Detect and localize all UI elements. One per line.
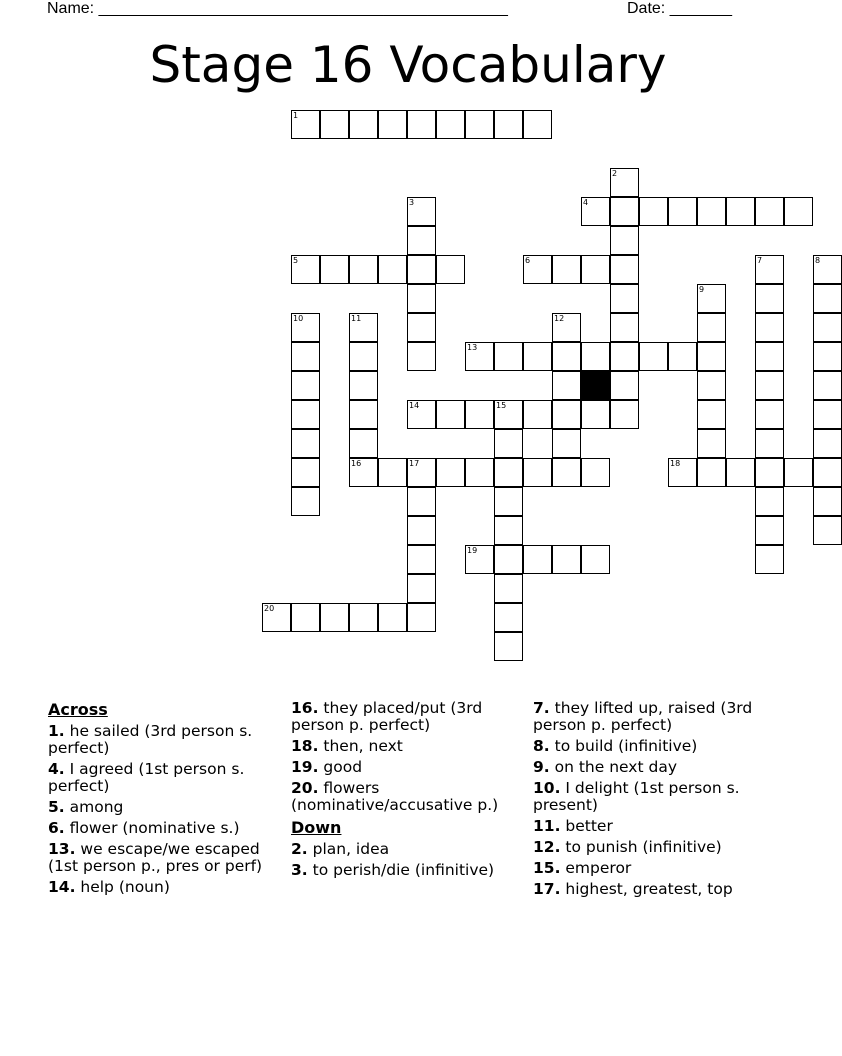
clue-number: 3. <box>291 861 308 879</box>
grid-cell[interactable] <box>291 342 320 371</box>
clue-number: 20. <box>291 779 319 797</box>
grid-cell[interactable] <box>610 255 639 284</box>
grid-cell[interactable] <box>349 603 378 632</box>
grid-cell[interactable] <box>407 516 436 545</box>
grid-cell[interactable] <box>291 255 320 284</box>
grid-cell[interactable] <box>407 603 436 632</box>
grid-cell[interactable] <box>610 197 639 226</box>
grid-cell[interactable] <box>523 342 552 371</box>
grid-cell[interactable] <box>610 284 639 313</box>
grid-cell[interactable] <box>813 371 842 400</box>
clue-across-4 <box>48 761 273 795</box>
clue-number: 15. <box>533 859 561 877</box>
grid-cell[interactable] <box>813 284 842 313</box>
grid-cell[interactable] <box>813 400 842 429</box>
grid-cell[interactable] <box>697 284 726 313</box>
clues-column-3 <box>533 700 763 902</box>
grid-cell[interactable] <box>552 255 581 284</box>
clue-across-6 <box>48 820 273 837</box>
grid-cell[interactable] <box>494 632 523 661</box>
clues-column-1 <box>48 700 273 900</box>
grid-cell[interactable] <box>581 545 610 574</box>
grid-cell[interactable] <box>552 545 581 574</box>
grid-cell[interactable] <box>813 313 842 342</box>
grid-cell[interactable] <box>436 255 465 284</box>
grid-cell[interactable] <box>755 400 784 429</box>
clue-down-2 <box>291 841 519 858</box>
grid-cell[interactable] <box>465 110 494 139</box>
grid-cell[interactable] <box>494 110 523 139</box>
clue-text: on the next day <box>549 758 677 776</box>
clue-text: I agreed (1st person s. perfect) <box>48 760 245 795</box>
clue-number: 13. <box>48 840 76 858</box>
clue-text: better <box>560 817 613 835</box>
grid-cell[interactable] <box>523 545 552 574</box>
grid-cell[interactable] <box>291 458 320 487</box>
grid-cell[interactable] <box>407 110 436 139</box>
grid-cell[interactable] <box>552 458 581 487</box>
grid-cell[interactable] <box>291 371 320 400</box>
grid-cell[interactable] <box>465 342 494 371</box>
clue-text: flowers (nominative/accusative p.) <box>291 779 499 814</box>
grid-cell[interactable] <box>639 342 668 371</box>
cell-number: 11 <box>351 314 362 323</box>
grid-cell[interactable] <box>407 255 436 284</box>
grid-cell[interactable] <box>697 313 726 342</box>
grid-cell[interactable] <box>784 197 813 226</box>
grid-cell[interactable] <box>378 458 407 487</box>
grid-cell[interactable] <box>320 110 349 139</box>
clue-text: help (noun) <box>75 878 170 896</box>
grid-cell[interactable] <box>523 110 552 139</box>
clue-text: among <box>64 798 124 816</box>
grid-cell[interactable] <box>552 429 581 458</box>
clue-number: 6. <box>48 819 65 837</box>
clue-number: 16. <box>291 699 319 717</box>
cell-number: 13 <box>467 343 478 352</box>
grid-cell[interactable] <box>755 458 784 487</box>
cell-number: 6 <box>525 256 531 265</box>
grid-cell[interactable] <box>349 371 378 400</box>
cell-number: 17 <box>409 459 420 468</box>
grid-cell[interactable] <box>813 255 842 284</box>
clue-down-11 <box>533 818 763 835</box>
grid-cell[interactable] <box>813 487 842 516</box>
clue-number: 7. <box>533 699 550 717</box>
grid-cell[interactable] <box>291 603 320 632</box>
clue-across-14 <box>48 879 273 896</box>
grid-cell[interactable] <box>552 313 581 342</box>
grid-cell[interactable] <box>697 458 726 487</box>
grid-cell[interactable] <box>610 313 639 342</box>
grid-cell[interactable] <box>320 255 349 284</box>
grid-cell[interactable] <box>668 197 697 226</box>
grid-cell[interactable] <box>755 429 784 458</box>
grid-cell[interactable] <box>726 197 755 226</box>
grid-cell[interactable] <box>262 603 291 632</box>
grid-cell[interactable] <box>726 458 755 487</box>
clue-number: 4. <box>48 760 65 778</box>
cell-number: 10 <box>293 314 304 323</box>
grid-cell[interactable] <box>349 255 378 284</box>
name-field[interactable]: Name: ______________________________________________ <box>47 0 508 17</box>
cell-number: 1 <box>293 111 299 120</box>
grid-cell[interactable] <box>407 400 436 429</box>
clue-number: 11. <box>533 817 561 835</box>
clues-column-2 <box>291 700 519 883</box>
cell-number: 15 <box>496 401 507 410</box>
cell-number: 3 <box>409 198 415 207</box>
clue-text: we escape/we escaped (1st person p., pres or perf) <box>48 840 263 875</box>
grid-cell[interactable] <box>494 545 523 574</box>
grid-cell[interactable] <box>697 400 726 429</box>
grid-cell[interactable] <box>668 458 697 487</box>
grid-cell[interactable] <box>407 342 436 371</box>
grid-cell[interactable] <box>494 574 523 603</box>
grid-cell[interactable] <box>755 313 784 342</box>
clue-text: to build (infinitive) <box>549 737 698 755</box>
grid-cell[interactable] <box>552 400 581 429</box>
clue-across-19 <box>291 759 519 776</box>
clue-down-10 <box>533 780 763 814</box>
grid-cell[interactable] <box>581 342 610 371</box>
grid-cell[interactable] <box>494 603 523 632</box>
clue-text: good <box>318 758 363 776</box>
grid-cell[interactable] <box>755 545 784 574</box>
page-title: Stage 16 Vocabulary <box>149 36 667 94</box>
grid-cell[interactable] <box>407 284 436 313</box>
grid-cell[interactable] <box>697 371 726 400</box>
clue-text: they lifted up, raised (3rd person p. perfect) <box>533 699 753 734</box>
grid-cell[interactable] <box>465 458 494 487</box>
cell-number: 18 <box>670 459 681 468</box>
clue-across-1 <box>48 723 273 757</box>
grid-cell[interactable] <box>552 342 581 371</box>
grid-cell[interactable] <box>755 487 784 516</box>
grid-cell[interactable] <box>813 342 842 371</box>
grid-cell[interactable] <box>407 487 436 516</box>
clue-number: 1. <box>48 722 65 740</box>
cell-number: 5 <box>293 256 299 265</box>
grid-cell[interactable] <box>523 255 552 284</box>
grid-cell[interactable] <box>349 342 378 371</box>
grid-cell[interactable] <box>349 429 378 458</box>
clue-down-3 <box>291 862 519 879</box>
grid-cell[interactable] <box>813 516 842 545</box>
grid-cell[interactable] <box>407 226 436 255</box>
grid-cell[interactable] <box>784 458 813 487</box>
clue-text: flower (nominative s.) <box>64 819 240 837</box>
grid-cell[interactable] <box>378 255 407 284</box>
grid-cell[interactable] <box>610 400 639 429</box>
clue-number: 14. <box>48 878 76 896</box>
clue-across-16 <box>291 700 519 734</box>
grid-cell[interactable] <box>581 400 610 429</box>
grid-cell[interactable] <box>610 168 639 197</box>
grid-cell[interactable] <box>436 458 465 487</box>
grid-cell[interactable] <box>407 313 436 342</box>
clue-down-17 <box>533 881 763 898</box>
grid-cell[interactable] <box>697 342 726 371</box>
clue-number: 19. <box>291 758 319 776</box>
clue-text: to punish (infinitive) <box>560 838 722 856</box>
clue-number: 17. <box>533 880 561 898</box>
grid-cell[interactable] <box>755 255 784 284</box>
cell-number: 20 <box>264 604 275 613</box>
grid-cell[interactable] <box>755 197 784 226</box>
grid-cell[interactable] <box>494 429 523 458</box>
cell-number: 12 <box>554 314 565 323</box>
grid-cell[interactable] <box>755 284 784 313</box>
grid-cell[interactable] <box>465 545 494 574</box>
clue-text: he sailed (3rd person s. perfect) <box>48 722 253 757</box>
grid-cell[interactable] <box>494 487 523 516</box>
grid-cell[interactable] <box>697 197 726 226</box>
grid-cell[interactable] <box>436 110 465 139</box>
clue-text: plan, idea <box>307 840 390 858</box>
cell-number: 7 <box>757 256 763 265</box>
grid-cell[interactable] <box>813 458 842 487</box>
cell-number: 2 <box>612 169 618 178</box>
grid-cell[interactable] <box>610 342 639 371</box>
date-field[interactable]: Date: _______ <box>627 0 732 17</box>
clue-across-13 <box>48 841 273 875</box>
grid-cell[interactable] <box>349 110 378 139</box>
grid-cell[interactable] <box>407 545 436 574</box>
cell-number: 16 <box>351 459 362 468</box>
down-heading: Down <box>291 818 342 837</box>
clue-across-5 <box>48 799 273 816</box>
grid-cell[interactable] <box>523 458 552 487</box>
grid-cell[interactable] <box>465 400 494 429</box>
grid-cell[interactable] <box>552 371 581 400</box>
grid-cell[interactable] <box>291 487 320 516</box>
grid-cell[interactable] <box>581 458 610 487</box>
grid-cell[interactable] <box>494 516 523 545</box>
grid-cell[interactable] <box>755 516 784 545</box>
grid-cell[interactable] <box>320 603 349 632</box>
clue-number: 8. <box>533 737 550 755</box>
clue-text: emperor <box>560 859 632 877</box>
grid-cell[interactable] <box>581 197 610 226</box>
grid-cell[interactable] <box>291 110 320 139</box>
grid-cell[interactable] <box>494 400 523 429</box>
grid-cell[interactable] <box>291 313 320 342</box>
grid-cell[interactable] <box>610 371 639 400</box>
grid-cell[interactable] <box>349 458 378 487</box>
grid-cell[interactable] <box>378 603 407 632</box>
grid-cell[interactable] <box>668 342 697 371</box>
cell-number: 19 <box>467 546 478 555</box>
clue-down-12 <box>533 839 763 856</box>
grid-cell[interactable] <box>610 226 639 255</box>
clue-down-8 <box>533 738 763 755</box>
cell-number: 9 <box>699 285 705 294</box>
clue-across-18 <box>291 738 519 755</box>
clue-number: 2. <box>291 840 308 858</box>
grid-cell[interactable] <box>523 400 552 429</box>
black-square <box>581 371 610 400</box>
grid-cell[interactable] <box>755 342 784 371</box>
clue-down-7 <box>533 700 763 734</box>
clue-text: then, next <box>318 737 403 755</box>
grid-cell[interactable] <box>813 429 842 458</box>
clue-number: 5. <box>48 798 65 816</box>
clue-text: they placed/put (3rd person p. perfect) <box>291 699 483 734</box>
cell-number: 8 <box>815 256 821 265</box>
clue-number: 18. <box>291 737 319 755</box>
grid-cell[interactable] <box>697 429 726 458</box>
clue-down-9 <box>533 759 763 776</box>
grid-cell[interactable] <box>436 400 465 429</box>
grid-cell[interactable] <box>407 574 436 603</box>
grid-cell[interactable] <box>378 110 407 139</box>
grid-cell[interactable] <box>407 197 436 226</box>
across-heading: Across <box>48 700 108 719</box>
cell-number: 4 <box>583 198 589 207</box>
clue-number: 12. <box>533 838 561 856</box>
grid-cell[interactable] <box>407 458 436 487</box>
grid-cell[interactable] <box>349 400 378 429</box>
grid-cell[interactable] <box>581 255 610 284</box>
grid-cell[interactable] <box>349 313 378 342</box>
grid-cell[interactable] <box>291 400 320 429</box>
clue-text: I delight (1st person s. present) <box>533 779 740 814</box>
clue-number: 10. <box>533 779 561 797</box>
clue-across-20 <box>291 780 519 814</box>
clue-text: to perish/die (infinitive) <box>307 861 495 879</box>
grid-cell[interactable] <box>494 342 523 371</box>
clue-down-15 <box>533 860 763 877</box>
grid-cell[interactable] <box>291 429 320 458</box>
grid-cell[interactable] <box>755 371 784 400</box>
grid-cell[interactable] <box>639 197 668 226</box>
grid-cell[interactable] <box>494 458 523 487</box>
clue-number: 9. <box>533 758 550 776</box>
clue-text: highest, greatest, top <box>560 880 733 898</box>
cell-number: 14 <box>409 401 420 410</box>
